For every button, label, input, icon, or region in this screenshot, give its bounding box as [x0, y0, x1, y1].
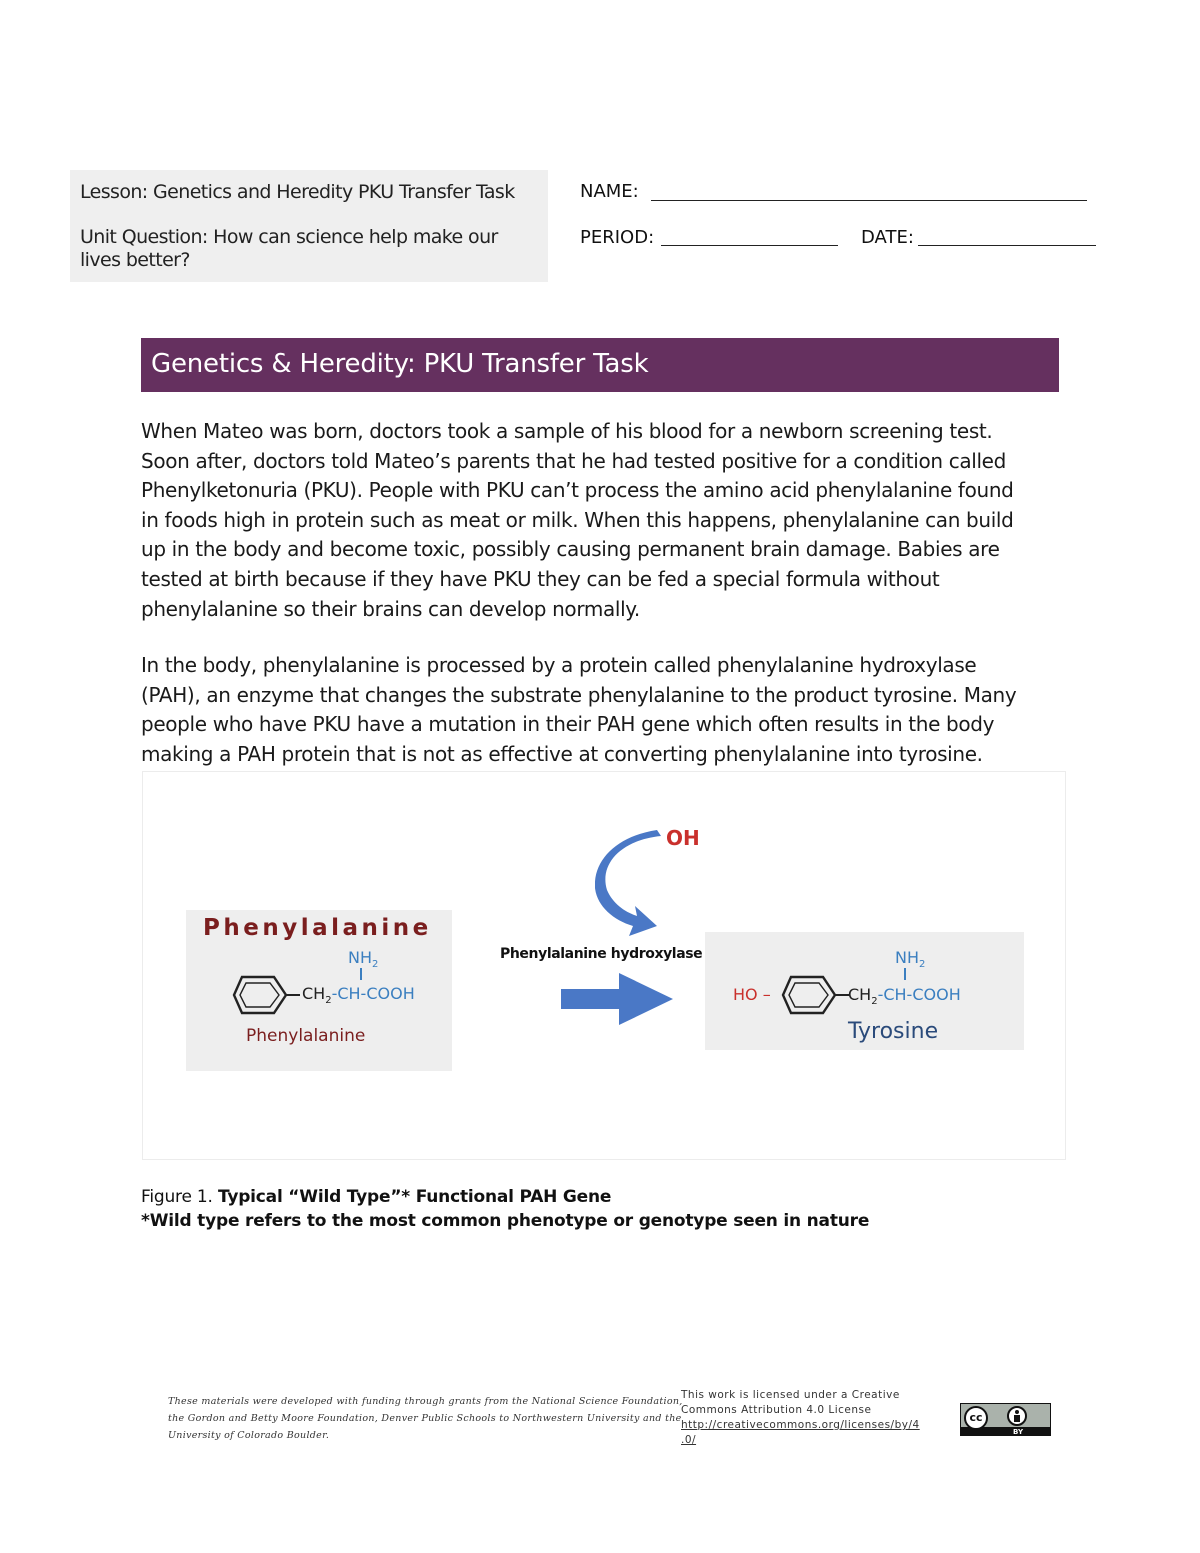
date-label: DATE:	[861, 227, 914, 248]
ho-label: HO –	[733, 985, 771, 1004]
cc-by-badge[interactable]	[960, 1403, 1051, 1436]
name-label: NAME:	[580, 181, 639, 202]
paragraph-line: When Mateo was born, doctors took a sample of his blood for a newborn screening test.	[141, 419, 993, 443]
funding-note	[168, 1393, 683, 1444]
date-field[interactable]	[918, 245, 1096, 246]
by-label: BY	[1013, 1428, 1024, 1436]
unit-question-line1: Unit Question: How can science help make our	[80, 226, 498, 248]
phenylalanine-formula: $CH_2-CH$-COOH	[302, 984, 415, 1007]
tyrosine-panel	[705, 932, 1024, 1050]
name-field[interactable]	[651, 200, 1087, 201]
phenylalanine-panel	[186, 910, 452, 1071]
reaction-arrow-icon	[561, 970, 675, 1028]
tyrosine-formula: $CH_2-CH$-COOH	[848, 985, 961, 1008]
page-title: Genetics & Heredity: PKU Transfer Task	[151, 349, 649, 379]
figure-caption: Figure 1. Typical “Wild Type”* Functional PAH Gene	[141, 1187, 612, 1207]
person-icon	[1007, 1406, 1027, 1426]
tyrosine-label: Tyrosine	[848, 1019, 939, 1044]
bond-line	[360, 968, 362, 980]
cc-icon: cc	[964, 1406, 988, 1430]
license-note: This work is licensed under a Creative Commons Attribution 4.0 License http://creativecommons.org/licenses/by/4 .0/	[681, 1389, 920, 1446]
paragraph-line: In the body, phenylalanine is processed by a protein called phenylalanine hydroxylase	[141, 653, 977, 677]
funding-line: the Gordon and Betty Moore Foundation, Denver Public Schools to Northwestern University and the	[168, 1413, 682, 1424]
benzene-ring-icon	[230, 974, 302, 1016]
paragraph-line: (PAH), an enzyme that changes the substrate phenylalanine to the product tyrosine. Many	[141, 682, 1017, 707]
bond-line	[904, 968, 906, 980]
nh2-label: $NH_2$	[348, 948, 379, 971]
license-link-cont[interactable]: .0/	[681, 1434, 697, 1446]
title-banner	[141, 338, 1059, 392]
unit-question-line2: lives better?	[80, 249, 190, 271]
period-label: PERIOD:	[580, 227, 655, 248]
reaction-figure	[142, 771, 1066, 1160]
paragraph-line: Soon after, doctors told Mateo’s parents that he had tested positive for a condition called	[141, 448, 1006, 473]
license-link[interactable]: http://creativecommons.org/licenses/by/4	[681, 1419, 920, 1431]
curved-arrow-icon	[595, 830, 669, 942]
lesson-info-box	[70, 170, 548, 282]
funding-line: These materials were developed with funding through grants from the National Science Foundation,	[168, 1396, 683, 1407]
intro-paragraph	[141, 417, 1061, 624]
paragraph-line: Phenylketonuria (PKU). People with PKU can’t process the amino acid phenylalanine found	[141, 478, 1014, 503]
paragraph-line: people who have PKU have a mutation in their PAH gene which often results in the body	[141, 712, 995, 737]
lesson-title: Lesson: Genetics and Heredity PKU Transfer Task	[80, 181, 515, 203]
benzene-ring-icon	[779, 974, 851, 1016]
paragraph-line: phenylalanine so their brains can develop normally.	[141, 596, 640, 621]
phenylalanine-title: Phenylalanine	[203, 915, 432, 941]
pah-paragraph	[141, 651, 1061, 769]
paragraph-line: up in the body and become toxic, possibly causing permanent brain damage. Babies are	[141, 537, 1000, 562]
figure-note: *Wild type refers to the most common phenotype or genotype seen in nature	[141, 1211, 870, 1231]
enzyme-label: Phenylalanine hydroxylase	[500, 946, 703, 962]
paragraph-line: in foods high in protein such as meat or milk. When this happens, phenylalanine can build	[141, 507, 1014, 532]
funding-line: University of Colorado Boulder.	[168, 1430, 330, 1441]
period-field[interactable]	[661, 245, 838, 246]
paragraph-line: making a PAH protein that is not as effective at converting phenylalanine into tyrosine.	[141, 741, 983, 766]
phenylalanine-label: Phenylalanine	[246, 1026, 366, 1046]
nh2-label: $NH_2$	[895, 948, 926, 971]
paragraph-line: tested at birth because if they have PKU they can be fed a special formula without	[141, 566, 940, 591]
oh-label: OH	[666, 826, 700, 850]
